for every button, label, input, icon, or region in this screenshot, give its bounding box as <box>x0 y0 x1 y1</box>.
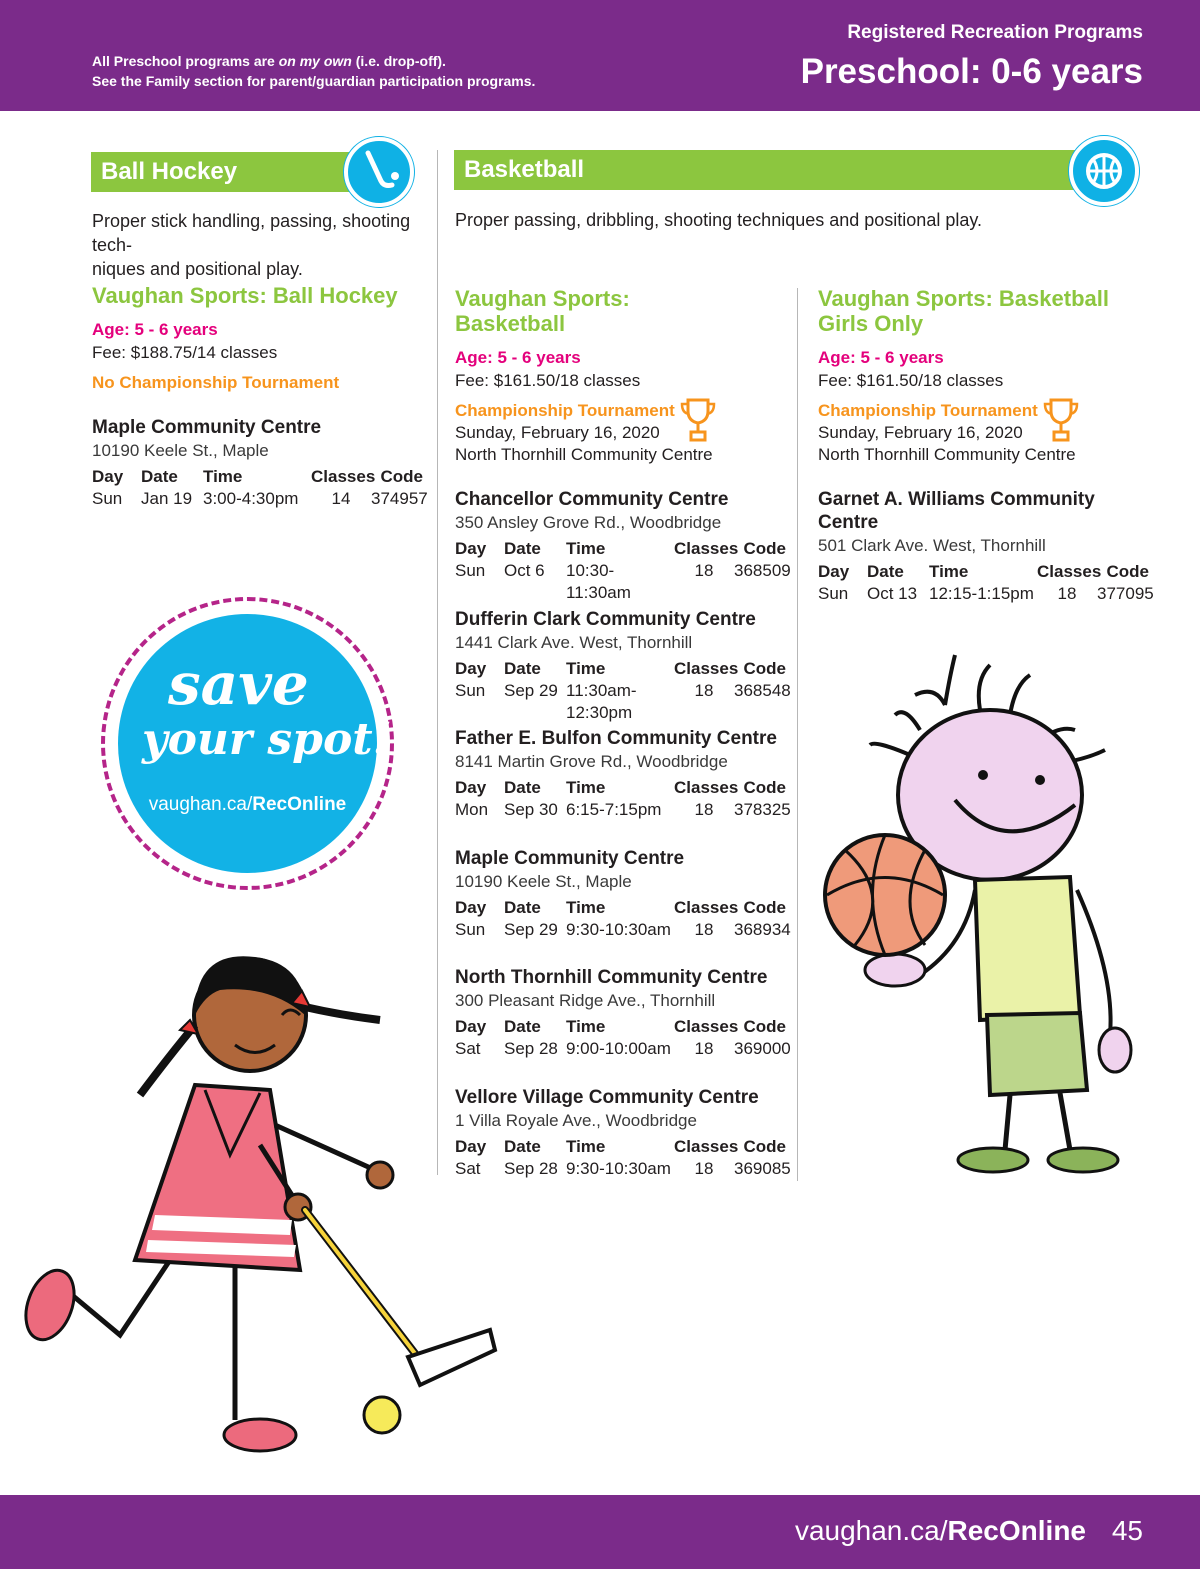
program-age: Age: 5 - 6 years <box>818 348 944 367</box>
schedule-cell: Sun <box>92 489 123 508</box>
schedule-table <box>455 538 791 604</box>
note-line-2: See the Family section for parent/guardian participation programs. <box>92 73 536 89</box>
location-block <box>455 488 791 604</box>
schedule-header: Day <box>455 778 487 797</box>
schedule-cell: 18 <box>1057 584 1077 603</box>
note-text: (i.e. drop-off). <box>355 53 446 69</box>
trophy-icon <box>680 397 716 443</box>
schedule-header: Classes <box>674 1137 739 1156</box>
section-heading-text: Ball Hockey <box>101 158 238 185</box>
schedule-header: Time <box>203 467 243 486</box>
schedule-cell: 369000 <box>734 1039 791 1058</box>
championship-date: Sunday, February 16, 2020 <box>818 423 1023 442</box>
schedule-cell: 378325 <box>734 800 791 819</box>
ball-hockey-heading <box>91 152 381 192</box>
schedule-cell: 6:15-7:15pm <box>566 800 662 819</box>
badge-line-2: your spot! <box>142 714 392 765</box>
trophy-icon <box>1043 397 1079 443</box>
schedule-header: Time <box>566 898 606 917</box>
schedule-cell: 18 <box>694 1159 714 1178</box>
program-fee: Fee: $188.75/14 classes <box>92 343 278 362</box>
program-age: Age: 5 - 6 years <box>455 348 581 367</box>
girl-hockey-illustration <box>20 945 510 1465</box>
location-address: 350 Ansley Grove Rd., Woodbridge <box>455 513 722 532</box>
location-name: Maple Community Centre <box>92 417 322 438</box>
schedule-cell: 369085 <box>734 1159 791 1178</box>
schedule-header: Day <box>92 467 124 486</box>
page-title: Preschool: 0-6 years <box>800 52 1143 91</box>
location-block <box>92 416 428 510</box>
page-number: 45 <box>1111 1515 1143 1546</box>
schedule-cell: Sat <box>455 1039 481 1058</box>
schedule-cell: 9:30-10:30am <box>566 920 671 939</box>
championship-venue: North Thornhill Community Centre <box>818 445 1076 464</box>
schedule-cell: 18 <box>694 561 714 580</box>
location-block <box>455 1086 791 1180</box>
ball-hockey-program <box>92 283 422 394</box>
ball-hockey-description <box>92 209 432 281</box>
schedule-cell: Mon <box>455 800 489 819</box>
location-address: 1 Villa Royale Ave., Woodbridge <box>455 1111 697 1130</box>
location-address: 501 Clark Ave. West, Thornhill <box>818 536 1046 555</box>
footer-url-bold: RecOnline <box>947 1515 1086 1546</box>
location-name: Garnet A. Williams Community Centre <box>818 489 1095 533</box>
schedule-table <box>455 897 791 941</box>
schedule-cell: 18 <box>694 681 714 700</box>
schedule-cell: Sep 29 <box>504 920 558 939</box>
schedule-cell: 11:30am-12:30pm <box>566 681 637 722</box>
schedule-header: Date <box>867 562 904 581</box>
footer-url[interactable] <box>795 1515 1086 1547</box>
schedule-header: Classes <box>674 539 739 558</box>
schedule-header: Day <box>455 659 487 678</box>
location-name: North Thornhill Community Centre <box>455 967 768 988</box>
schedule-cell: Sep 28 <box>504 1159 558 1178</box>
schedule-header: Code <box>1106 562 1149 581</box>
schedule-cell: 18 <box>694 800 714 819</box>
schedule-header: Code <box>743 659 786 678</box>
schedule-header: Code <box>380 467 423 486</box>
schedule-header: Date <box>504 1137 541 1156</box>
location-name: Maple Community Centre <box>455 848 685 869</box>
schedule-header: Day <box>455 1017 487 1036</box>
schedule-cell: 368934 <box>734 920 791 939</box>
schedule-header: Day <box>455 898 487 917</box>
schedule-header: Time <box>566 659 606 678</box>
program-title: Vaughan Sports: Basketball <box>818 286 1109 311</box>
schedule-cell: Sep 29 <box>504 681 558 700</box>
schedule-cell: Oct 6 <box>504 561 545 580</box>
schedule-cell: Sun <box>455 681 486 700</box>
schedule-header: Time <box>929 562 969 581</box>
schedule-header: Classes <box>674 778 739 797</box>
program-title: Vaughan Sports: <box>455 286 630 311</box>
program-title: Girls Only <box>818 311 924 336</box>
schedule-header: Classes <box>311 467 376 486</box>
schedule-header: Code <box>743 778 786 797</box>
basketball-icon <box>1069 136 1139 206</box>
schedule-header: Time <box>566 539 606 558</box>
schedule-cell: Sun <box>818 584 849 603</box>
basketball-description: Proper passing, dribbling, shooting techniques and positional play. <box>455 210 983 230</box>
schedule-table <box>818 561 1154 605</box>
location-block <box>818 488 1154 605</box>
schedule-header: Date <box>504 659 541 678</box>
schedule-cell: Jan 19 <box>141 489 193 508</box>
schedule-cell: 374957 <box>371 489 428 508</box>
schedule-header: Code <box>743 898 786 917</box>
schedule-cell: 3:00-4:30pm <box>203 489 299 508</box>
schedule-header: Classes <box>1037 562 1102 581</box>
schedule-cell: 9:30-10:30am <box>566 1159 671 1178</box>
championship-date: Sunday, February 16, 2020 <box>455 423 660 442</box>
note-emphasis: on my own <box>278 53 352 69</box>
schedule-header: Date <box>504 898 541 917</box>
program-age: Age: 5 - 6 years <box>92 320 218 339</box>
schedule-cell: Sun <box>455 561 486 580</box>
schedule-table <box>455 1016 791 1060</box>
program-fee: Fee: $161.50/18 classes <box>818 371 1004 390</box>
schedule-cell: Sep 28 <box>504 1039 558 1058</box>
column-divider <box>797 288 798 1181</box>
location-address: 10190 Keele St., Maple <box>92 441 269 460</box>
schedule-header: Date <box>504 539 541 558</box>
schedule-header: Day <box>818 562 850 581</box>
schedule-table <box>455 658 791 724</box>
program-title: Basketball <box>455 311 566 336</box>
basketball-girls-program <box>818 286 1148 466</box>
program-fee: Fee: $161.50/18 classes <box>455 371 641 390</box>
section-kicker: Registered Recreation Programs <box>847 22 1143 43</box>
schedule-cell: 377095 <box>1097 584 1154 603</box>
location-name: Vellore Village Community Centre <box>455 1087 759 1108</box>
schedule-cell: 18 <box>694 920 714 939</box>
page-header <box>0 0 1200 111</box>
schedule-header: Time <box>566 1017 606 1036</box>
championship-note: Championship Tournament <box>818 401 1038 420</box>
championship-venue: North Thornhill Community Centre <box>455 445 713 464</box>
location-address: 10190 Keele St., Maple <box>455 872 632 891</box>
hockey-stick-icon <box>344 137 414 207</box>
schedule-cell: 10:30-11:30am <box>566 561 631 602</box>
schedule-cell: 14 <box>331 489 351 508</box>
championship-note: No Championship Tournament <box>92 373 340 392</box>
badge-url[interactable] <box>118 794 377 816</box>
championship-note: Championship Tournament <box>455 401 675 420</box>
basketball-program <box>455 286 785 466</box>
schedule-cell: Sat <box>455 1159 481 1178</box>
location-name: Chancellor Community Centre <box>455 489 729 510</box>
schedule-header: Date <box>141 467 178 486</box>
badge-line-1: save <box>168 650 309 718</box>
description-line: Proper stick handling, passing, shooting tech- <box>92 211 411 255</box>
boy-basketball-illustration <box>815 645 1145 1185</box>
schedule-table <box>455 1136 791 1180</box>
location-block <box>455 608 791 724</box>
location-address: 300 Pleasant Ridge Ave., Thornhill <box>455 991 716 1010</box>
schedule-header: Day <box>455 539 487 558</box>
schedule-header: Classes <box>674 1017 739 1036</box>
schedule-cell: Sep 30 <box>504 800 558 819</box>
location-block <box>455 966 791 1060</box>
basketball-heading <box>454 150 1094 190</box>
schedule-cell: 18 <box>694 1039 714 1058</box>
page-footer <box>0 1495 1200 1569</box>
schedule-cell: 12:15-1:15pm <box>929 584 1034 603</box>
location-block <box>455 727 791 821</box>
section-heading-text: Basketball <box>464 156 585 183</box>
badge-url-plain: vaughan.ca/ <box>148 794 253 815</box>
location-name: Father E. Bulfon Community Centre <box>455 728 777 749</box>
schedule-table <box>455 777 791 821</box>
schedule-header: Date <box>504 778 541 797</box>
footer-url-plain: vaughan.ca/ <box>794 1515 948 1546</box>
schedule-header: Code <box>743 1017 786 1036</box>
note-text: All Preschool programs are <box>92 53 275 69</box>
schedule-header: Day <box>455 1137 487 1156</box>
schedule-cell: Sun <box>455 920 486 939</box>
location-address: 1441 Clark Ave. West, Thornhill <box>455 633 693 652</box>
schedule-header: Code <box>743 539 786 558</box>
schedule-header: Date <box>504 1017 541 1036</box>
location-address: 8141 Martin Grove Rd., Woodbridge <box>455 752 728 771</box>
description-line: niques and positional play. <box>92 259 303 279</box>
schedule-cell: 368509 <box>734 561 791 580</box>
schedule-header: Time <box>566 778 606 797</box>
location-name: Dufferin Clark Community Centre <box>455 609 756 630</box>
schedule-header: Classes <box>674 659 739 678</box>
schedule-cell: Oct 13 <box>867 584 918 603</box>
program-title: Vaughan Sports: Ball Hockey <box>92 283 398 308</box>
schedule-header: Time <box>566 1137 606 1156</box>
header-note <box>92 51 535 91</box>
schedule-header: Classes <box>674 898 739 917</box>
badge-url-bold: RecOnline <box>252 794 347 815</box>
location-block <box>455 847 791 941</box>
schedule-table <box>92 466 428 510</box>
schedule-header: Code <box>743 1137 786 1156</box>
schedule-cell: 368548 <box>734 681 791 700</box>
schedule-cell: 9:00-10:00am <box>566 1039 671 1058</box>
